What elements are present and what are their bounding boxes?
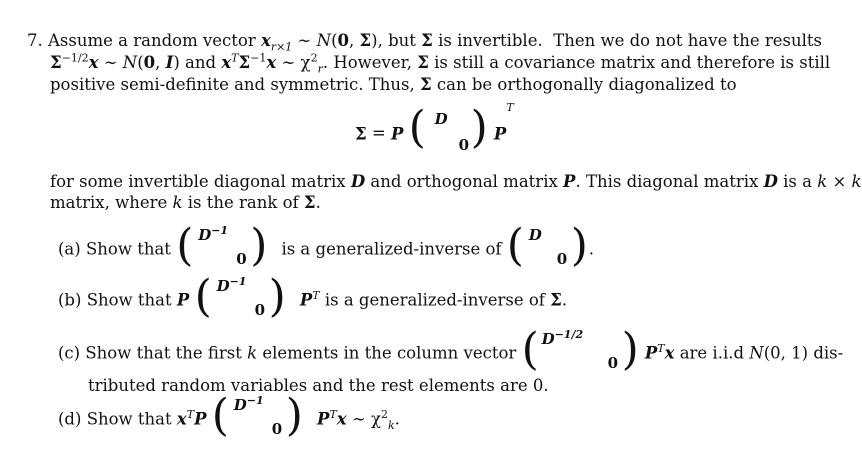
after-eq-line-2: matrix, where k is the rank of Σ. [50, 193, 321, 212]
part-c: (c) Show that the first k elements in the column vector ( $D^{-1/2}$ 0 ) $P^Tx$ are i.i.d N(0, 1) dis- [58, 324, 844, 375]
part-d: (d) Show that $x^TP$ ( $D^{-1}$ 0 ) $P^Tx$ ∼ $\chi^2_k$. [58, 390, 400, 441]
problem-number: 7. [27, 31, 43, 50]
intro-line-2: $\Sigma^{-1/2}x$ ∼ N(0, I) and $x^T\Sigma^{-1}x$ ∼ $\chi^2_r$. However, Σ is still a covariance matrix and therefore is still [50, 51, 831, 76]
part-a: (a) Show that ( $D^{-1}$ 0 ) is a generalized-inverse of ( D 0 ) . [58, 220, 594, 271]
intro-line-3: positive semi-definite and symmetric. Thus, Σ can be orthogonally diagonalized to [50, 75, 737, 94]
intro-line-1: 7. Assume a random vector $x_{r\times 1}$ ∼ N(0, Σ), but Σ is invertible. Then we do not have the results [27, 31, 822, 54]
part-c-cont: tributed random variables and the rest elements are 0. [88, 376, 549, 395]
after-eq-line-1: for some invertible diagonal matrix D and orthogonal matrix P. This diagonal matrix D is a k × k [50, 172, 862, 191]
display-equation: Σ = P ( D 0 ) $P^T$ [355, 101, 514, 154]
part-b: (b) Show that P ( $D^{-1}$ 0 ) $P^T$ is a generalized-inverse of Σ. [58, 271, 568, 322]
